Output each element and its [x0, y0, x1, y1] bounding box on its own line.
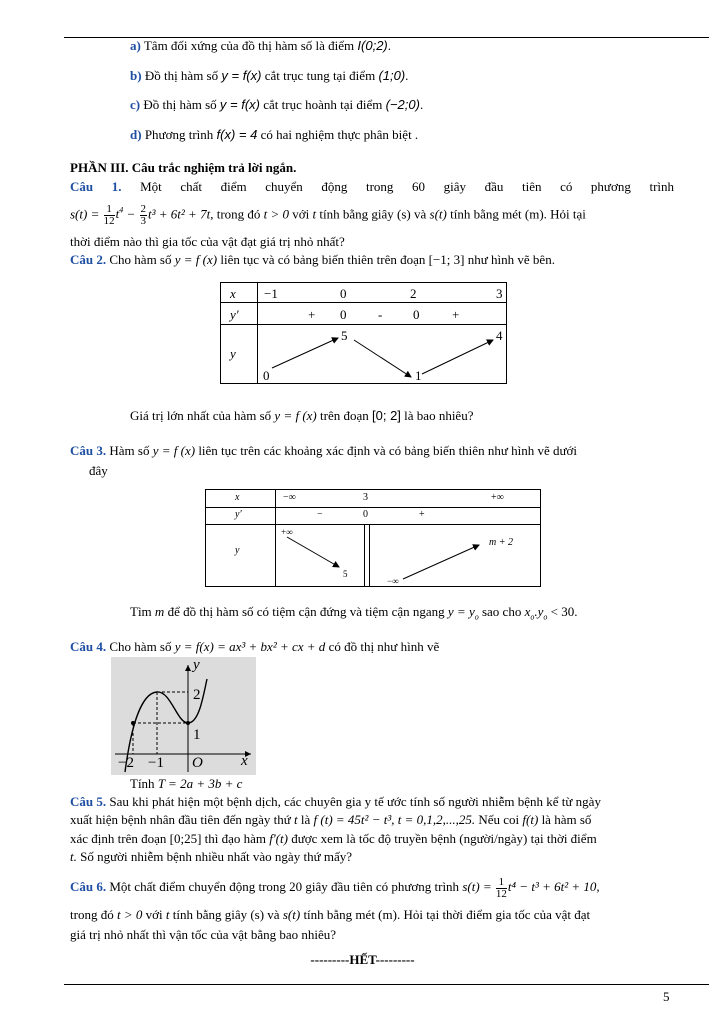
- q5-ft: f(t): [522, 812, 539, 827]
- item-c-text: Đồ thị hàm số: [143, 97, 217, 112]
- q4-y-axis-label: y: [193, 657, 200, 673]
- q4-ask-math: T = 2a + 3b + c: [157, 776, 243, 791]
- q3-y-val-3: m + 2: [489, 537, 513, 548]
- item-d-math: f(x) = 4: [216, 127, 258, 142]
- q6-l2b: với: [145, 907, 163, 922]
- q4-graph: [111, 657, 256, 775]
- q3-y-label: y: [235, 545, 240, 556]
- q3-text3: đây: [89, 463, 108, 478]
- q5-l2d: là hàm số: [541, 812, 592, 827]
- q1-frac2-num: 2: [140, 202, 147, 215]
- q2-yp-1: 0: [340, 307, 347, 322]
- q3-text1: Hàm số: [109, 443, 150, 458]
- q3-ask-math: [447, 604, 479, 622]
- q1-label: Câu 1.: [70, 179, 122, 194]
- q5-line4: [70, 849, 352, 865]
- q5-fpt: f'(t): [269, 831, 288, 846]
- q6-text1: Một chất điểm chuyển động trong 20 giây đầu tiên có phương trình: [109, 879, 460, 894]
- item-c-label: c): [130, 97, 141, 112]
- q3-cond-y: y: [537, 604, 544, 619]
- item-d-text: Phương trình: [144, 127, 214, 142]
- q6-frac: [496, 877, 507, 900]
- q4-label-neg2: −2: [118, 755, 134, 771]
- q4-ask: [130, 776, 242, 792]
- q6-cond: t > 0: [116, 907, 143, 922]
- q3-yp-1: 0: [363, 509, 368, 520]
- q6-l2a: trong đó: [70, 907, 114, 922]
- q1-rest: t³ + 6t² + 7t: [148, 206, 211, 222]
- q4-line1: [70, 639, 439, 655]
- item-d: [130, 127, 418, 143]
- item-c-text2: cắt trục hoành tại điểm: [263, 97, 383, 112]
- q3-x-val-1: 3: [363, 492, 368, 503]
- q2-ask2: trên đoạn: [320, 408, 369, 423]
- item-b-text: Đồ thị hàm số: [144, 68, 219, 83]
- q4-x-axis-label: x: [241, 753, 248, 769]
- item-b: [130, 68, 408, 84]
- q3-cond-val: < 30.: [550, 604, 578, 619]
- q1-l2d: tính bằng giây (s) và: [319, 206, 427, 222]
- q3-label: Câu 3.: [70, 443, 107, 458]
- q4-origin: O: [192, 755, 203, 771]
- q5-l2c: Nếu coi: [478, 812, 520, 827]
- q2-y-val-0: 0: [263, 368, 270, 383]
- q1-t4: $t^4$: [115, 206, 124, 222]
- q1-l2e: tính bằng mét (m). Hỏi tại: [450, 206, 586, 222]
- q1-line3: thời điểm nào thì gia tốc của vật đạt giá trị nhỏ nhất?: [70, 234, 345, 249]
- item-a-label: a): [130, 38, 141, 53]
- item-c: [130, 97, 423, 113]
- q3-yp-0: −: [317, 509, 323, 520]
- q2-arrow-up-2: [422, 340, 493, 374]
- item-d-text2: có hai nghiệm thực phân biệt .: [260, 127, 419, 142]
- q3-variation-table: [205, 489, 541, 587]
- q3-yp-2: +: [419, 509, 425, 520]
- q2-ask3: là bao nhiêu?: [404, 408, 474, 423]
- q3-math: y = f (x): [152, 443, 196, 458]
- q2-x-label: x: [230, 286, 236, 301]
- q1-frac2-den: 3: [140, 214, 147, 227]
- q1-svar: s(t): [429, 206, 447, 222]
- q3-yp-label: y′: [235, 509, 242, 520]
- q5-line2: [70, 812, 591, 828]
- q3-ask-sub: o: [474, 612, 479, 622]
- q6-label: Câu 6.: [70, 879, 107, 894]
- q2-y-label: y: [230, 346, 236, 361]
- q6-line2: [70, 907, 590, 923]
- q3-arrow-up: [403, 545, 479, 579]
- q2-text2: liên tục và có bảng biến thiên trên đoạn: [220, 252, 426, 267]
- q1-frac1-den: 12: [103, 214, 115, 227]
- q3-ask1: Tìm: [130, 604, 152, 619]
- q2-interval: [−1; 3]: [428, 252, 465, 267]
- q3-ask3: sao cho: [481, 604, 522, 619]
- q6-line1: Câu 6. Một chất điểm chuyển động trong 20 giây đầu tiên có phương trình s(t) = $\frac{1}{12}$ t⁴ − t³ + 6t² + 10,: [70, 875, 600, 900]
- q1-cond: t > 0: [263, 206, 290, 222]
- q2-y-val-2: 1: [415, 368, 422, 383]
- q4-label-neg1: −1: [148, 755, 164, 771]
- q5-func: f (t) = 45t² − t³, t = 0,1,2,...,25.: [313, 812, 476, 827]
- q3-y-val-2: −∞: [387, 576, 399, 586]
- item-b-math2: (1;0): [378, 68, 406, 83]
- q6-s: s(t) =: [462, 879, 492, 894]
- q3-ask-math-text: y = y: [447, 604, 475, 619]
- q1-l2c: với: [292, 206, 310, 222]
- q2-yp-0: +: [308, 307, 316, 322]
- q4-text2: có đồ thị như hình vẽ: [328, 639, 440, 654]
- end-marker: ---------HẾT---------: [310, 952, 415, 967]
- q1-tvar: t: [312, 206, 317, 222]
- item-c-math1: y = f(x): [219, 97, 261, 112]
- q1-line2: s(t) = $\frac{1}{12}$ $t^4$ − $\frac{2}{3}$ t³ + 6t² + 7t, trong đó t > 0 với t tính bằng giây (s) và s(t) tính bằng mét (m). Hỏi tại: [70, 202, 586, 227]
- q5-l4b: Số người nhiễm bệnh nhiều nhất vào ngày thứ mấy?: [80, 849, 353, 864]
- q2-label: Câu 2.: [70, 252, 107, 267]
- q2-yp-3: 0: [413, 307, 420, 322]
- q6-frac-num: 1: [496, 877, 507, 889]
- part3-title: PHẦN III. Câu trắc nghiệm trả lời ngắn.: [70, 160, 297, 175]
- q5-l2a: xuất hiện bệnh nhân đầu tiên đến ngày thứ: [70, 812, 291, 827]
- q1-l2b: , trong đó: [210, 206, 261, 222]
- q3-m: m: [154, 604, 165, 619]
- q5-l3b: được xem là tốc độ truyền bệnh (người/ngày) tại thời điểm: [291, 831, 597, 846]
- q3-ask: [130, 604, 577, 626]
- q5-l3a: xác định trên đoạn [0;25] thì đạo hàm: [70, 831, 267, 846]
- q2-ask-math: y = f (x): [274, 408, 317, 423]
- q5-label: Câu 5.: [70, 794, 107, 809]
- q1-frac2: [140, 204, 148, 227]
- q2-ask-int: [0; 2]: [372, 408, 401, 423]
- q5-l4a: t.: [70, 849, 77, 864]
- q6-frac-den: 12: [495, 887, 507, 900]
- q3-text2: liên tục trên các khoảng xác định và có bảng biến thiên như hình vẽ dưới: [198, 443, 578, 458]
- q2-ask1: Giá trị lớn nhất của hàm số: [130, 408, 272, 423]
- item-d-label: d): [130, 127, 142, 142]
- q5-tvar: t: [294, 812, 298, 827]
- q2-text3: như hình vẽ bên.: [467, 252, 555, 267]
- q4-ask1: Tính: [130, 776, 155, 791]
- q2-y-val-3: 4: [496, 328, 503, 343]
- q6-l2d: tính bằng mét (m). Hỏi tại thời điểm gia tốc của vật đạt: [303, 907, 591, 922]
- q2-x-val-2: 2: [410, 286, 417, 301]
- q2-yp-4: +: [452, 307, 460, 322]
- item-b-math1: y = f(x): [221, 68, 262, 83]
- page-number: 5: [663, 989, 670, 1004]
- q2-x-val-0: −1: [264, 286, 278, 301]
- q4-text1: Cho hàm số: [109, 639, 172, 654]
- q2-line1: [70, 252, 555, 268]
- q2-ask: [130, 408, 473, 424]
- q3-ask2: để đồ thị hàm số có tiệm cận đứng và tiệm cận ngang: [167, 604, 445, 619]
- q1-s: s(t) =: [70, 206, 100, 222]
- q6-l2c: tính bằng giây (s) và: [172, 907, 280, 922]
- q6-rest: t⁴ − t³ + 6t² + 10: [507, 879, 597, 894]
- q2-text1: Cho hàm số: [109, 252, 172, 267]
- q2-y-val-1: 5: [341, 328, 348, 343]
- q6-svar: s(t): [282, 907, 301, 922]
- q4-label-1: 1: [193, 727, 201, 743]
- q3-line1: [70, 443, 577, 459]
- q3-ask-cond: $x_o.y_o < 30$.: [524, 604, 578, 622]
- q1-frac1: [104, 204, 115, 227]
- q2-arrow-up-1: [272, 338, 338, 368]
- q6-tvar: t: [165, 907, 170, 922]
- q5-line3: [70, 831, 597, 847]
- q5-text1: Sau khi phát hiện một bệnh dịch, các chuyên gia y tế ước tính số người nhiễm bệnh kể từ ngày: [109, 794, 601, 809]
- q1-text1: Một chất điểm chuyển động trong 60 giây đầu tiên có phương trình: [140, 179, 675, 194]
- item-a-end: .: [387, 38, 392, 53]
- q2-arrow-down: [354, 340, 411, 377]
- q6-line3: giá trị nhỏ nhất thì vận tốc của vật bằng bao nhiêu?: [70, 927, 337, 942]
- q1-frac1-num: 1: [104, 204, 115, 216]
- q5-line1: [70, 794, 601, 810]
- q1-t4-base: t: [115, 206, 120, 222]
- q2-yp-2: -: [378, 307, 383, 322]
- item-b-text2: cắt trục tung tại điểm: [264, 68, 376, 83]
- q3-y-val-0: +∞: [281, 527, 293, 537]
- q2-math: y = f (x): [174, 252, 218, 267]
- q2-x-val-3: 3: [496, 286, 503, 301]
- footer-rule: [64, 984, 709, 985]
- item-b-label: b): [130, 68, 142, 83]
- q2-yp-label: y′: [230, 307, 239, 322]
- q5-l2b: là: [300, 812, 311, 827]
- item-a-math: I(0;2): [357, 38, 388, 53]
- item-a-text: Tâm đối xứng của đồ thị hàm số là điểm: [143, 38, 355, 53]
- q3-x-label: x: [235, 492, 240, 503]
- item-a: [130, 38, 391, 54]
- q3-arrow-down: [287, 537, 339, 567]
- q2-variation-table: [220, 282, 507, 384]
- item-c-math2: (−2;0): [385, 97, 420, 112]
- q4-label-2: 2: [193, 687, 201, 703]
- q1-line1: [70, 179, 674, 195]
- q3-cond-x: x: [524, 604, 531, 619]
- item-c-end: .: [419, 97, 424, 112]
- q4-math: y = f(x) = ax³ + bx² + cx + d: [174, 639, 326, 654]
- item-b-end: .: [405, 68, 409, 83]
- q4-label: Câu 4.: [70, 639, 107, 654]
- q2-x-val-1: 0: [340, 286, 347, 301]
- q3-y-val-1: 5: [343, 569, 348, 579]
- q3-x-val-0: −∞: [283, 492, 296, 503]
- q3-x-val-2: +∞: [491, 492, 504, 503]
